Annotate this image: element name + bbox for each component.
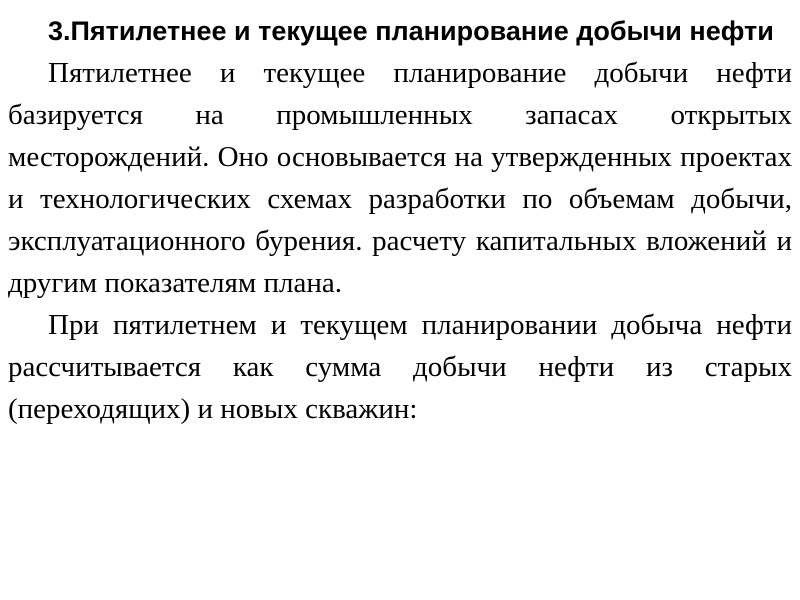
section-heading: 3.Пятилетнее и текущее планирование добычи нефти — [48, 16, 774, 46]
paragraph-1: Пятилетнее и текущее планирование добычи нефти базируется на промышленных запасах открытых месторождений. Оно основывается на утвержденных проектах и технологических схемах разработки по объемам добычи, эксплуатационного бурения. расчету капитальных вложений и другим показателям плана. — [8, 57, 792, 299]
paragraph-2: При пятилетнем и текущем планировании добыча нефти рассчитывается как сумма добычи нефти из старых (переходящих) и новых скважин: — [8, 309, 792, 425]
